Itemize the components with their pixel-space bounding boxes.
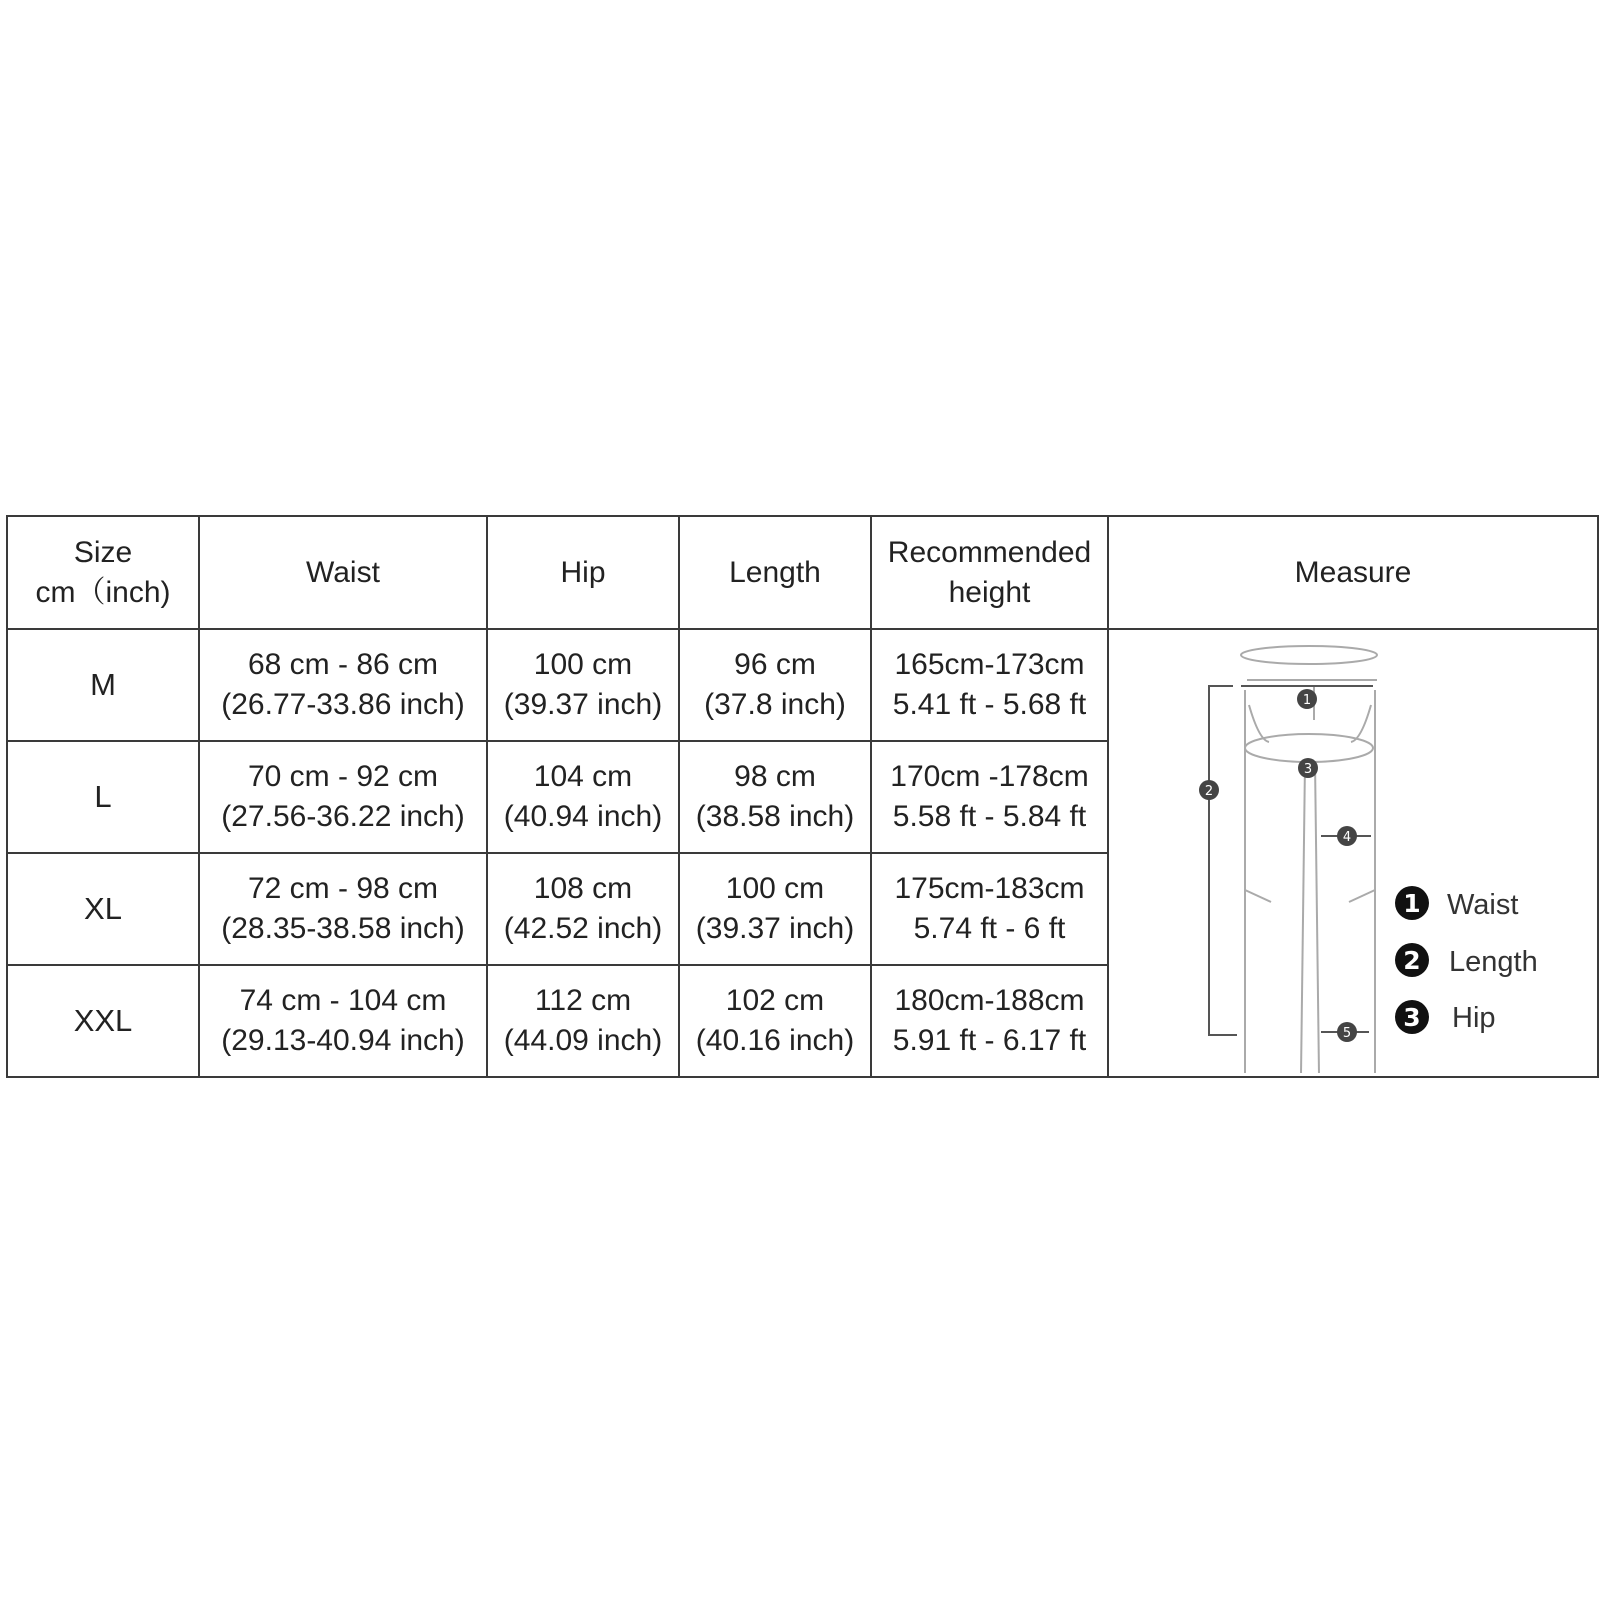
waist-inch: (26.77-33.86 inch) (221, 688, 465, 721)
hip-cm: 104 cm (533, 760, 633, 793)
height-ft: 5.58 ft - 5.84 ft (892, 800, 1087, 833)
legend-number: 2 (1403, 946, 1421, 975)
table-header-row (7, 516, 1598, 629)
marker-2-icon (1199, 780, 1219, 800)
header-length: Length (679, 516, 871, 629)
height-cm: 180cm-188cm (894, 984, 1085, 1017)
waist-cell (199, 741, 487, 853)
hip-inch: (39.37 inch) (503, 688, 663, 721)
waist-cell (199, 629, 487, 741)
table-row-m (7, 629, 1598, 741)
svg-text:5: 5 (1342, 1026, 1352, 1041)
legend-item-hip (1395, 1000, 1496, 1034)
waist-cell (199, 965, 487, 1077)
hip-cm: 100 cm (533, 648, 633, 681)
hip-inch: (44.09 inch) (503, 1024, 663, 1057)
header-waist: Waist (199, 516, 487, 629)
marker-5-icon (1337, 1022, 1357, 1042)
trousers-measurement-diagram (1109, 630, 1589, 1073)
height-cell (871, 741, 1108, 853)
header-size (7, 516, 199, 629)
height-ft: 5.74 ft - 6 ft (913, 912, 1066, 945)
legend-number: 3 (1403, 1003, 1421, 1032)
height-cell (871, 965, 1108, 1077)
size-cell: L (7, 741, 199, 853)
legend-item-length (1395, 943, 1538, 978)
waist-cm: 74 cm - 104 cm (239, 984, 447, 1017)
waist-cell (199, 853, 487, 965)
waist-inch: (29.13-40.94 inch) (221, 1024, 465, 1057)
marker-1-icon (1297, 689, 1317, 709)
hip-cell (487, 629, 679, 741)
header-height-line1: Recommended (887, 535, 1092, 569)
height-ft: 5.41 ft - 5.68 ft (892, 688, 1087, 721)
length-cm: 100 cm (725, 872, 825, 905)
size-chart-table (6, 515, 1599, 1078)
legend-item-waist (1395, 886, 1518, 921)
hip-cell (487, 741, 679, 853)
length-cm: 102 cm (725, 984, 825, 1017)
hip-cm: 112 cm (534, 984, 632, 1017)
size-cell: M (7, 629, 199, 741)
svg-text:2: 2 (1204, 784, 1214, 799)
height-cm: 175cm-183cm (894, 872, 1085, 905)
header-height-line2: height (948, 575, 1031, 609)
diagram-markers (1199, 689, 1357, 1042)
header-recommended-height (871, 516, 1108, 629)
waist-cm: 68 cm - 86 cm (247, 648, 439, 681)
waist-inch: (28.35-38.58 inch) (221, 912, 465, 945)
length-inch: (39.37 inch) (695, 912, 855, 945)
svg-text:4: 4 (1342, 830, 1352, 845)
legend-label: Length (1449, 946, 1538, 978)
waist-cm: 70 cm - 92 cm (247, 760, 439, 793)
header-size-label: Size (73, 535, 133, 569)
legend-label: Hip (1452, 1002, 1496, 1034)
length-cell (679, 741, 871, 853)
length-inch: (37.8 inch) (704, 688, 846, 721)
hip-cell (487, 853, 679, 965)
height-cm: 165cm-173cm (894, 648, 1085, 681)
length-cm: 96 cm (734, 648, 816, 681)
svg-text:1: 1 (1302, 693, 1312, 708)
hip-inch: (40.94 inch) (503, 800, 663, 833)
length-cm: 98 cm (734, 760, 816, 793)
svg-text:3: 3 (1303, 762, 1313, 777)
measure-diagram-cell (1108, 629, 1598, 1077)
height-ft: 5.91 ft - 6.17 ft (892, 1024, 1087, 1057)
waist-inch: (27.56-36.22 inch) (221, 800, 465, 833)
marker-3-icon (1298, 758, 1318, 778)
size-cell: XXL (7, 965, 199, 1077)
size-cell: XL (7, 853, 199, 965)
header-measure: Measure (1108, 516, 1598, 629)
legend-number: 1 (1403, 889, 1421, 918)
diagram-legend (1395, 886, 1538, 1034)
height-cell (871, 629, 1108, 741)
legend-label: Waist (1447, 889, 1519, 921)
trousers-outline (1241, 646, 1377, 1073)
height-cm: 170cm -178cm (890, 760, 1089, 793)
height-cell (871, 853, 1108, 965)
hip-cm: 108 cm (533, 872, 633, 905)
hip-cell (487, 965, 679, 1077)
header-unit-label: cm（inch) (35, 575, 171, 609)
length-inch: (40.16 inch) (695, 1024, 855, 1057)
header-hip: Hip (487, 516, 679, 629)
length-cell (679, 853, 871, 965)
measurement-lines (1209, 686, 1373, 1035)
length-cell (679, 629, 871, 741)
length-inch: (38.58 inch) (695, 800, 855, 833)
length-cell (679, 965, 871, 1077)
hip-inch: (42.52 inch) (503, 912, 663, 945)
marker-4-icon (1337, 826, 1357, 846)
waist-cm: 72 cm - 98 cm (247, 872, 439, 905)
